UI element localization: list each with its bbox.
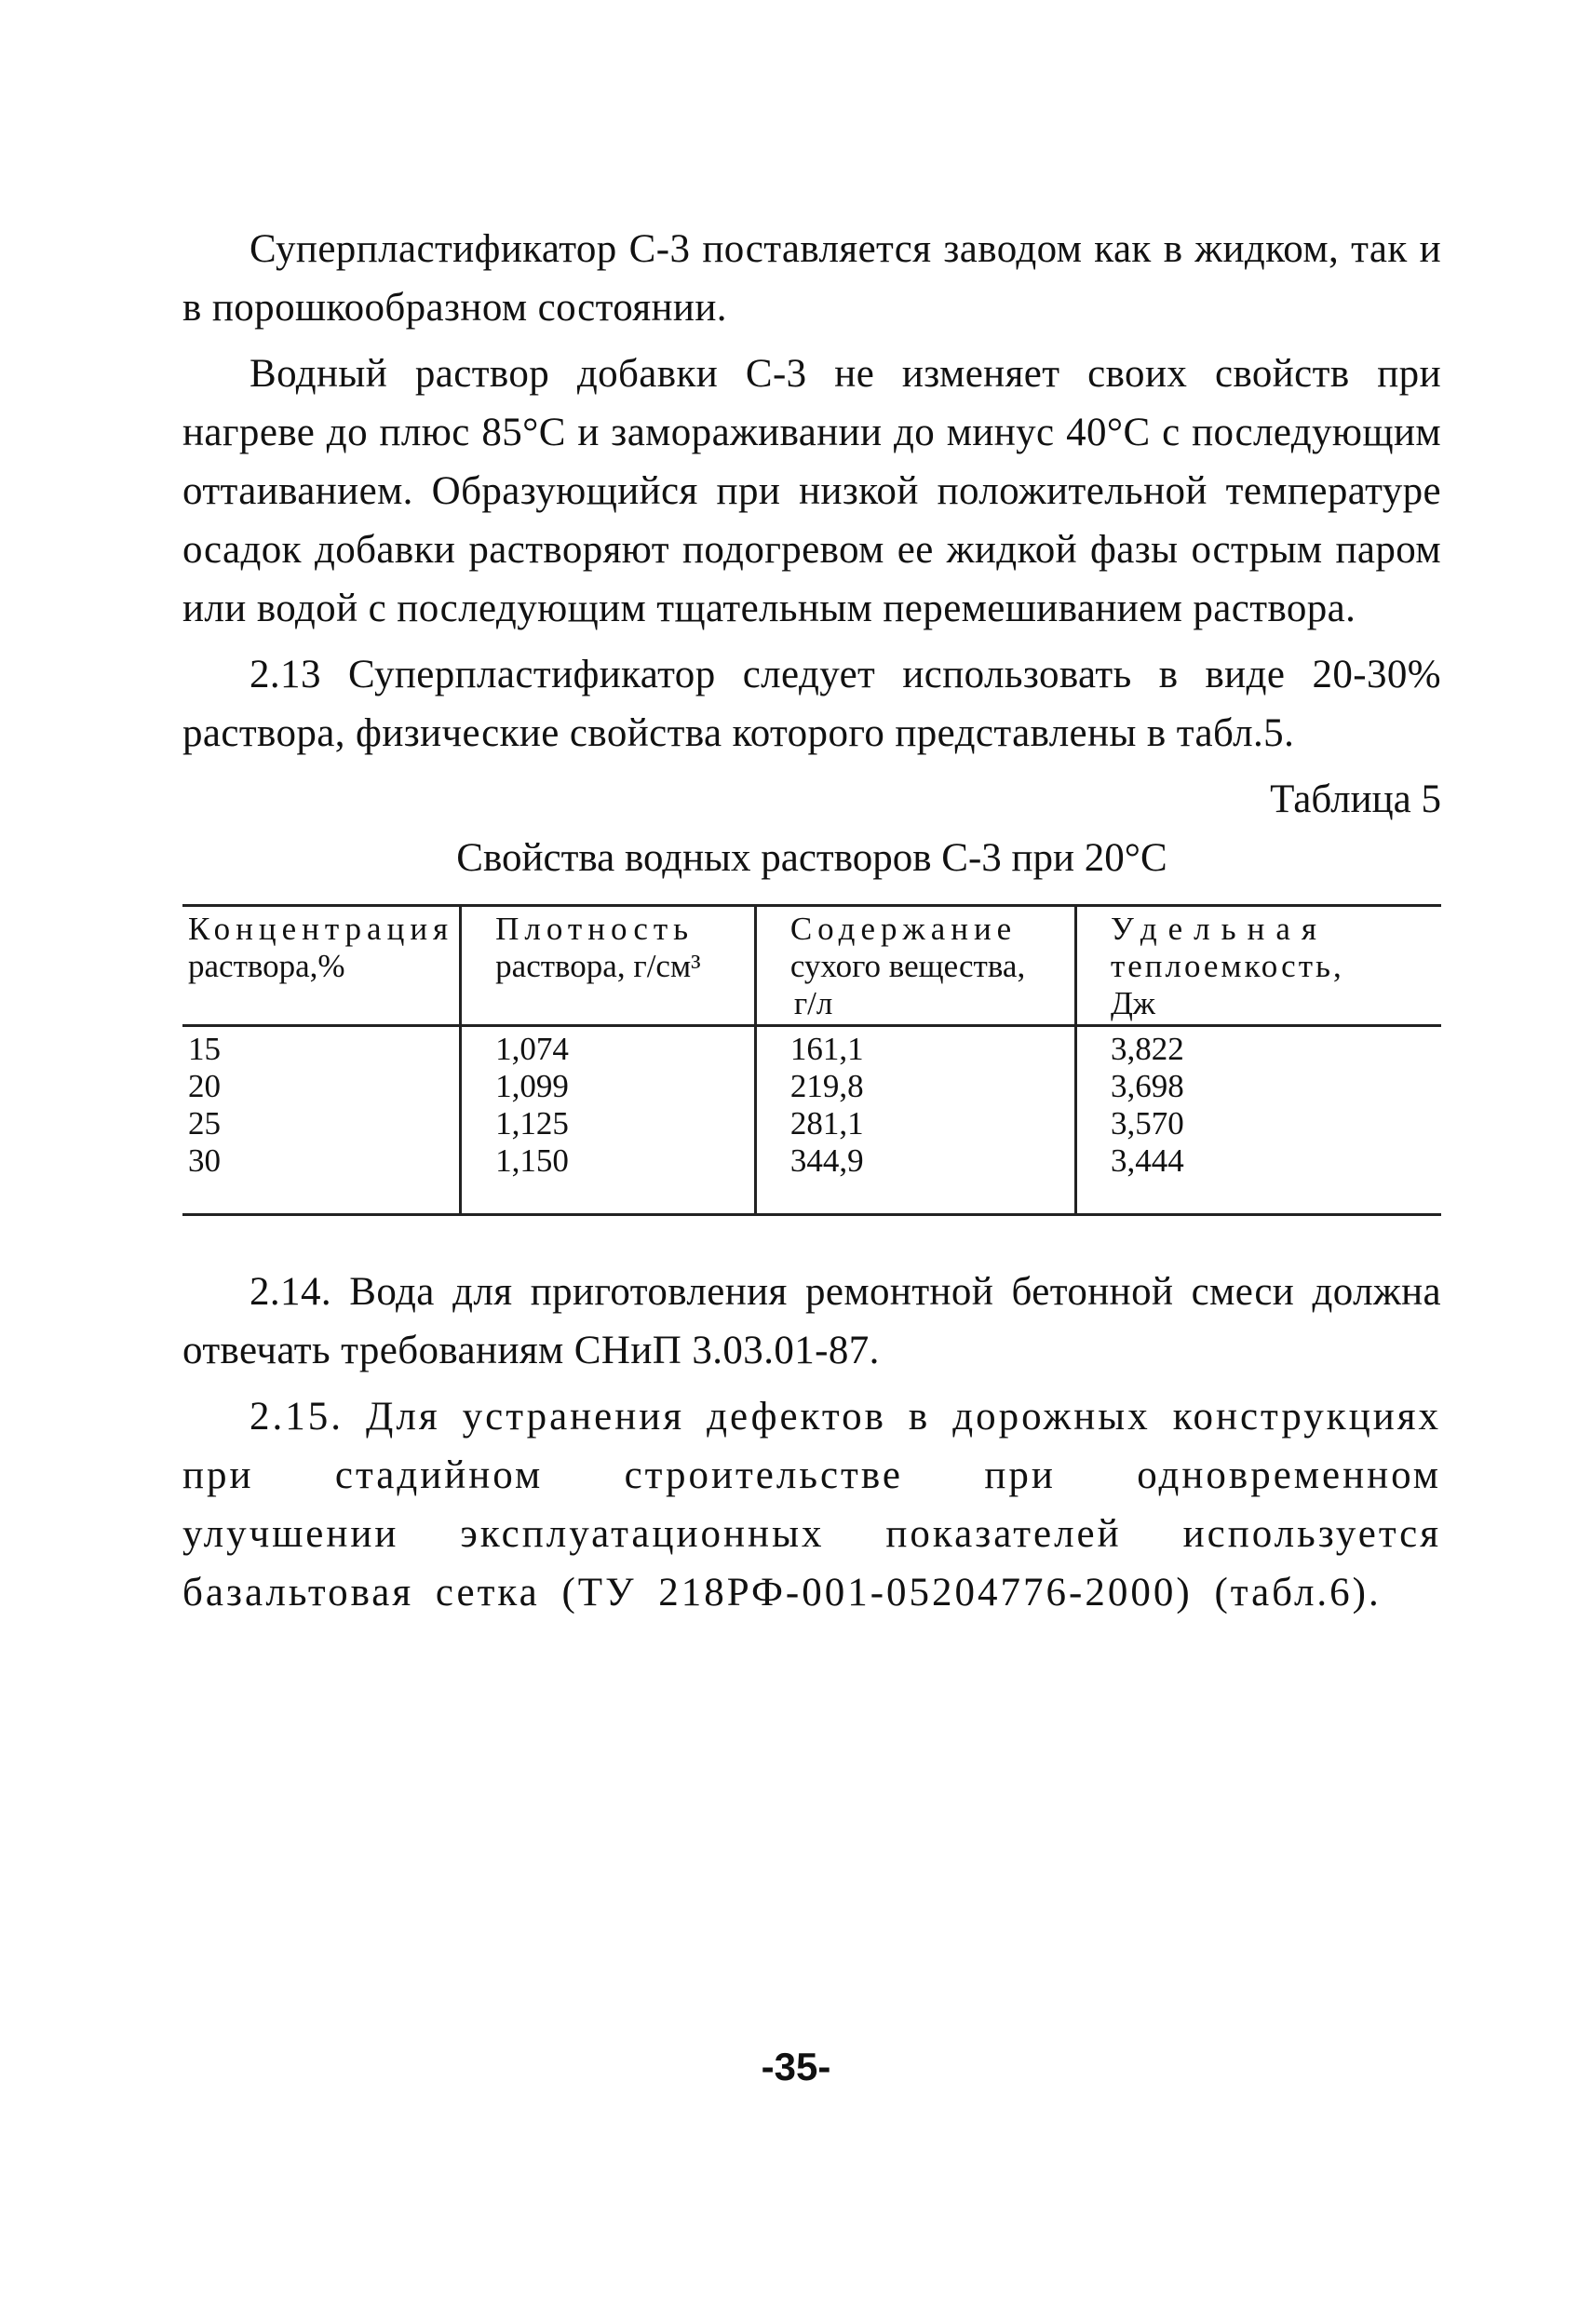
header-dry-content-line3: г/л [793, 985, 833, 1021]
heat-capacity-value: 3,822 [1110, 1031, 1184, 1067]
cell-heat-capacity [1075, 1026, 1441, 1215]
table-number: Таблица 5 [1270, 777, 1441, 821]
heat-capacity-value: 3,698 [1110, 1068, 1184, 1104]
dry-content-value: 161,1 [789, 1031, 864, 1067]
concentration-value: 30 [188, 1142, 221, 1179]
paragraph-2-15: 2.15. Для устранения дефектов в дорожных конструкциях при стадийном строительстве при одновременном улучшении эксплуатационных показателей используется базальтовая сетка (ТУ 218РФ-001-05204776-2000) (табл.6). [182, 1395, 1441, 1615]
density-value: 1,074 [495, 1031, 569, 1067]
paragraph-2-13: 2.13 Суперпластификатор следует использовать в виде 20-30% раствора, физические свойства которого представлены в табл.5. [182, 653, 1441, 755]
concentration-value: 20 [188, 1068, 221, 1104]
density-value: 1,099 [495, 1068, 569, 1104]
header-density [461, 906, 756, 1026]
paragraph-solution-properties: Водный раствор добавки С-3 не изменяет своих свойств при нагреве до плюс 85°С и замораживании до минус 40°С с последующим оттаиванием. Образующийся при низкой положительной температуре осадок добавки растворяют подогревом ее жидкой фазы острым паром или водой с последующим тщательным перемешиванием раствора. [182, 352, 1441, 630]
header-dry-content-line2: сухого вещества, [789, 948, 1026, 984]
heat-capacity-value: 3,444 [1110, 1142, 1184, 1179]
cell-density [461, 1026, 756, 1215]
heat-capacity-value: 3,570 [1110, 1105, 1184, 1142]
density-value: 1,150 [495, 1142, 569, 1179]
page-number: -35- [761, 2045, 831, 2088]
concentration-value: 25 [188, 1105, 221, 1142]
header-concentration [182, 906, 461, 1026]
paragraph-superplasticizer-supply: Суперпластификатор С-3 поставляется заводом как в жидком, так и в порошкообразном состоянии. [182, 227, 1441, 330]
header-dry-content-line1: Содержание [789, 911, 1018, 947]
paragraph-2-14: 2.14. Вода для приготовления ремонтной бетонной смеси должна отвечать требованиям СНиП 3.03.01-87. [182, 1270, 1441, 1372]
header-heat-capacity-line1: Удельная [1110, 911, 1328, 947]
header-heat-capacity-line2: теплоемкость, [1110, 948, 1344, 984]
table-row [182, 1026, 1441, 1215]
header-density-line1: Плотность [495, 911, 695, 947]
cell-dry-content [755, 1026, 1075, 1215]
header-heat-capacity-line3: Дж [1110, 985, 1155, 1021]
table-header-row [182, 906, 1441, 1026]
dry-content-value: 219,8 [789, 1068, 864, 1104]
header-dry-content [755, 906, 1075, 1026]
dry-content-value: 344,9 [789, 1142, 864, 1179]
concentration-value: 15 [188, 1031, 221, 1067]
header-concentration-line1: Концентрация [188, 911, 454, 947]
header-heat-capacity [1075, 906, 1441, 1026]
properties-table [182, 904, 1441, 1216]
density-value: 1,125 [495, 1105, 569, 1142]
document-page [182, 220, 1441, 1629]
dry-content-value: 281,1 [789, 1105, 864, 1142]
header-concentration-line2: раствора,% [188, 948, 345, 984]
cell-concentration [182, 1026, 461, 1215]
header-density-line2: раствора, г/см³ [495, 948, 701, 984]
table-title: Свойства водных растворов С-3 при 20°С [456, 836, 1167, 880]
